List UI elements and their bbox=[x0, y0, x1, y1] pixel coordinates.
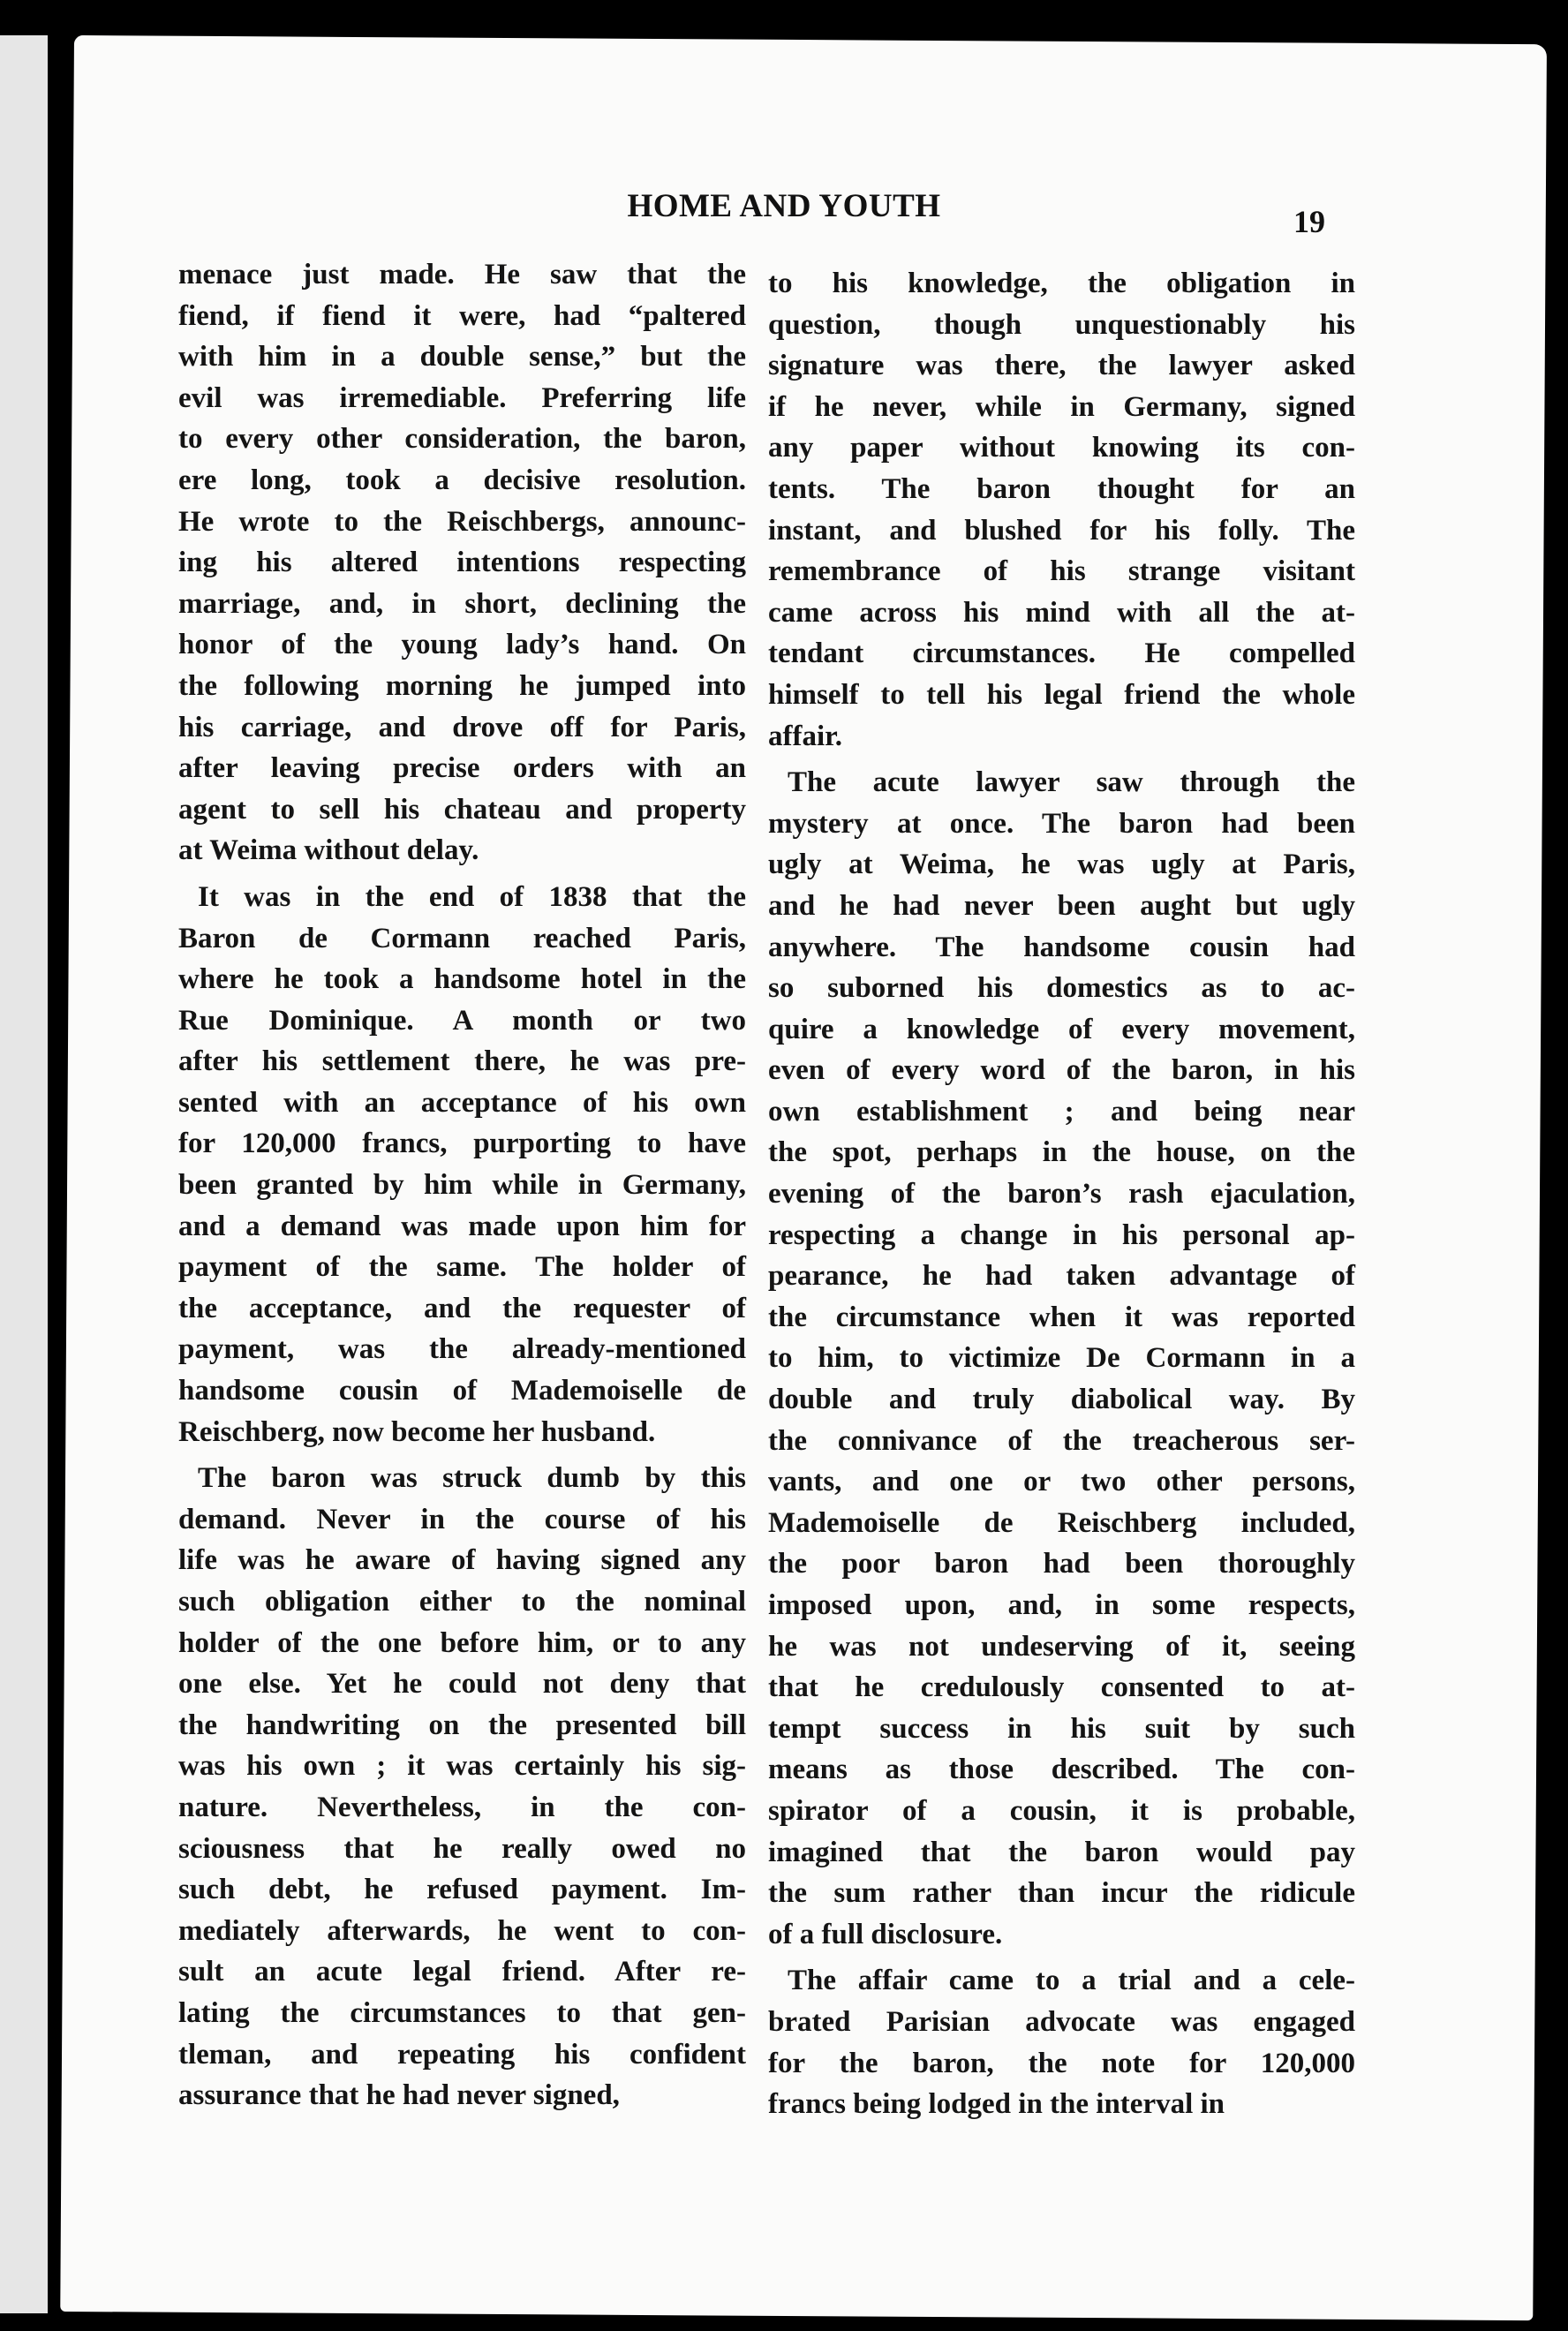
text-line: honor of the young lady’s hand. On bbox=[178, 629, 746, 661]
text-line: agent to sell his chateau and property bbox=[178, 793, 746, 826]
text-line: came across his mind with all the at- bbox=[768, 596, 1355, 629]
text-line: at Weima without delay. bbox=[178, 834, 479, 867]
text-line: assurance that he had never signed, bbox=[178, 2079, 620, 2112]
text-line: menace just made. He saw that the bbox=[178, 259, 746, 290]
text-line: the poor baron had been thoroughly bbox=[768, 1548, 1355, 1580]
paragraph bbox=[768, 762, 1355, 1955]
text-line: to every other consideration, the baron, bbox=[178, 423, 746, 456]
page-number: 19 bbox=[1293, 204, 1325, 239]
text-line: affair. bbox=[768, 720, 843, 752]
text-line: Rue Dominique. A month or two bbox=[178, 1004, 746, 1037]
text-line: such obligation either to the nominal bbox=[178, 1586, 746, 1618]
text-line: so suborned his domestics as to ac- bbox=[768, 972, 1355, 1005]
text-line: and he had never been aught but ugly bbox=[768, 889, 1355, 922]
text-line: one else. Yet he could not deny that bbox=[178, 1668, 746, 1701]
text-column-right bbox=[768, 263, 1355, 2131]
text-line: tempt success in his suit by such bbox=[768, 1712, 1355, 1745]
text-line: imagined that the baron would pay bbox=[768, 1836, 1355, 1868]
text-line: Reischberg, now become her husband. bbox=[178, 1415, 656, 1448]
text-line: respecting a change in his personal ap- bbox=[768, 1218, 1355, 1251]
text-line: mystery at once. The baron had been bbox=[768, 807, 1355, 840]
text-line: nature. Nevertheless, in the con- bbox=[178, 1791, 746, 1823]
text-line: evening of the baron’s rash ejaculation, bbox=[768, 1178, 1355, 1211]
text-line: tents. The baron thought for an bbox=[768, 472, 1355, 505]
text-line: question, though unquestionably his bbox=[768, 308, 1355, 341]
text-line: if he never, while in Germany, signed bbox=[768, 390, 1355, 423]
paragraph bbox=[768, 1960, 1355, 2124]
text-line: to his knowledge, the obligation in bbox=[768, 268, 1355, 299]
text-line: double and truly diabolical way. By bbox=[768, 1384, 1355, 1416]
text-line: was his own ; it was certainly his sig- bbox=[178, 1750, 746, 1783]
text-line: mediately afterwards, he went to con- bbox=[178, 1914, 746, 1947]
text-line: marriage, and, in short, declining the bbox=[178, 587, 746, 620]
text-line: for the baron, the note for 120,000 bbox=[768, 2047, 1355, 2079]
text-line: pearance, he had taken advantage of bbox=[768, 1260, 1355, 1293]
text-line: ere long, took a decisive resolution. bbox=[178, 464, 746, 496]
text-line: life was he aware of having signed any bbox=[178, 1544, 746, 1577]
text-line: any paper without knowing its con- bbox=[768, 432, 1355, 464]
text-line: lating the circumstances to that gen- bbox=[178, 1996, 746, 2029]
paragraph bbox=[178, 877, 746, 1452]
text-line: sciousness that he really owed no bbox=[178, 1832, 746, 1865]
text-line: evil was irremediable. Preferring life bbox=[178, 381, 746, 414]
text-line: tendant circumstances. He compelled bbox=[768, 637, 1355, 670]
text-line: with him in a double sense,” but the bbox=[178, 341, 746, 373]
text-line: after leaving precise orders with an bbox=[178, 752, 746, 785]
text-line: brated Parisian advocate was engaged bbox=[768, 2005, 1355, 2038]
text-line: and a demand was made upon him for bbox=[178, 1210, 746, 1242]
text-line: Baron de Cormann reached Paris, bbox=[178, 922, 746, 954]
paragraph bbox=[768, 263, 1355, 757]
text-line: himself to tell his legal friend the whole bbox=[768, 678, 1355, 711]
text-line: been granted by him while in Germany, bbox=[178, 1169, 746, 1202]
paragraph bbox=[178, 1458, 746, 2116]
text-line: the circumstance when it was reported bbox=[768, 1301, 1355, 1333]
text-line: to him, to victimize De Cormann in a bbox=[768, 1342, 1355, 1375]
text-line: sented with an acceptance of his own bbox=[178, 1086, 746, 1119]
text-line: anywhere. The handsome cousin had bbox=[768, 931, 1355, 963]
text-line: He wrote to the Reischbergs, announc- bbox=[178, 505, 746, 538]
text-line: spirator of a cousin, it is probable, bbox=[768, 1794, 1355, 1827]
text-line: instant, and blushed for his folly. The bbox=[768, 514, 1355, 547]
text-line: The baron was struck dumb by this bbox=[198, 1462, 746, 1495]
text-line: It was in the end of 1838 that the bbox=[198, 880, 746, 913]
text-line: ugly at Weima, he was ugly at Paris, bbox=[768, 849, 1355, 881]
text-line: vants, and one or two other persons, bbox=[768, 1466, 1355, 1498]
text-line: demand. Never in the course of his bbox=[178, 1503, 746, 1535]
text-line: payment of the same. The holder of bbox=[178, 1251, 746, 1284]
text-line: the acceptance, and the requester of bbox=[178, 1292, 746, 1324]
text-line: own establishment ; and being near bbox=[768, 1095, 1355, 1128]
text-line: The acute lawyer saw through the bbox=[788, 766, 1355, 799]
text-line: the spot, perhaps in the house, on the bbox=[768, 1136, 1355, 1169]
text-line: after his settlement there, he was pre- bbox=[178, 1045, 746, 1078]
paragraph bbox=[178, 254, 746, 871]
text-line: that he credulously consented to at- bbox=[768, 1671, 1355, 1704]
text-line: signature was there, the lawyer asked bbox=[768, 350, 1355, 382]
text-line: even of every word of the baron, in his bbox=[768, 1054, 1355, 1087]
text-line: he was not undeserving of it, seeing bbox=[768, 1630, 1355, 1663]
text-line: quire a knowledge of every movement, bbox=[768, 1013, 1355, 1045]
text-line: remembrance of his strange visitant bbox=[768, 555, 1355, 588]
text-line: tleman, and repeating his confident bbox=[178, 2038, 746, 2071]
text-line: his carriage, and drove off for Paris, bbox=[178, 711, 746, 743]
text-line: payment, was the already-mentioned bbox=[178, 1333, 746, 1366]
text-column-left bbox=[178, 254, 746, 2122]
text-line: means as those described. The con- bbox=[768, 1754, 1355, 1786]
text-line: such debt, he refused payment. Im- bbox=[178, 1874, 746, 1906]
text-line: holder of the one before him, or to any bbox=[178, 1626, 746, 1659]
text-line: the sum rather than incur the ridicule bbox=[768, 1877, 1355, 1910]
text-line: the connivance of the treacherous ser- bbox=[768, 1424, 1355, 1457]
text-line: The affair came to a trial and a cele- bbox=[788, 1965, 1355, 1997]
text-line: for 120,000 francs, purporting to have bbox=[178, 1128, 746, 1160]
text-line: sult an acute legal friend. After re- bbox=[178, 1956, 746, 1988]
running-title: HOME AND YOUTH bbox=[627, 188, 941, 224]
text-line: where he took a handsome hotel in the bbox=[178, 963, 746, 996]
text-line: the following morning he jumped into bbox=[178, 669, 746, 702]
adjacent-page-edge bbox=[0, 35, 48, 2313]
text-line: handsome cousin of Mademoiselle de bbox=[178, 1375, 746, 1407]
text-line: francs being lodged in the interval in bbox=[768, 2088, 1225, 2121]
text-line: ing his altered intentions respecting bbox=[178, 547, 746, 579]
text-line: imposed upon, and, in some respects, bbox=[768, 1589, 1355, 1621]
text-line: the handwriting on the presented bill bbox=[178, 1709, 746, 1741]
text-line: fiend, if fiend it were, had “paltered bbox=[178, 299, 746, 332]
text-line: of a full disclosure. bbox=[768, 1918, 1003, 1950]
text-line: Mademoiselle de Reischberg included, bbox=[768, 1506, 1355, 1539]
